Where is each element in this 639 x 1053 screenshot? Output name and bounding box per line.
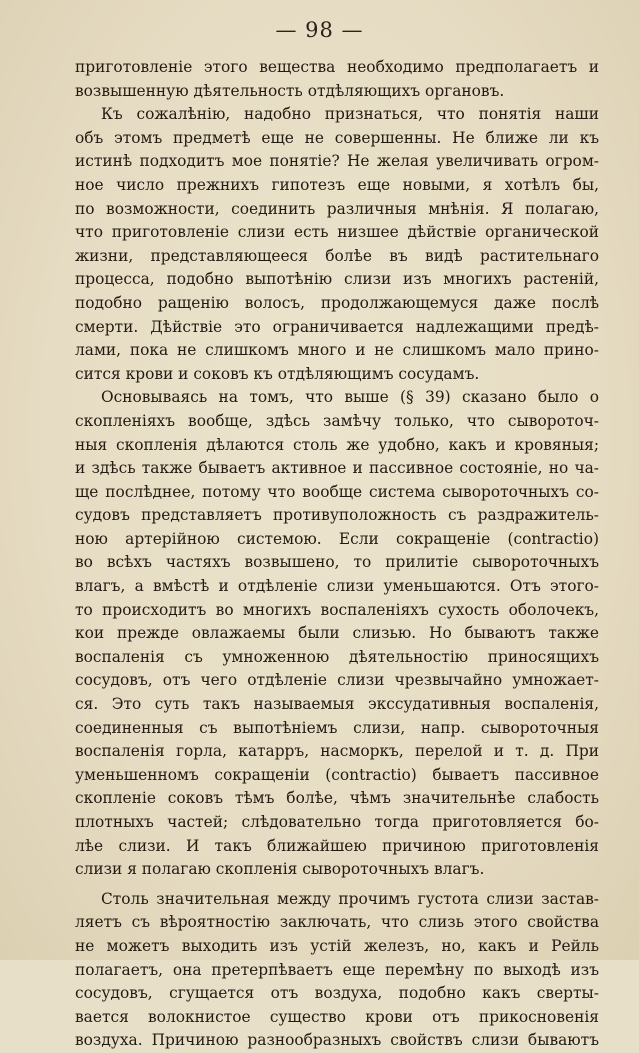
- text-line: смерти. Дѣйствіе это ограничивается надлежащими предѣ-: [75, 317, 599, 336]
- text-line: по возможности, соединить различныя мнѣнія. Я полагаю,: [75, 199, 599, 218]
- text-line: процесса, подобно выпотѣнію слизи изъ многихъ растеній,: [75, 270, 599, 289]
- text-line: уменьшенномъ сокращеніи (contractio) бываетъ пассивное: [75, 765, 599, 784]
- text-line: лами, пока не слишкомъ много и не слишкомъ мало прино-: [75, 341, 599, 360]
- text-line: во всѣхъ частяхъ возвышено, то прилитіе сывороточныхъ: [75, 553, 599, 572]
- text-line: полагаетъ, она претерпѣваетъ еще перемѣну по выходѣ изъ: [75, 960, 599, 979]
- text-line: Основываясь на томъ, что выше (§ 39) сказано было о: [101, 388, 599, 407]
- text-line: не можетъ выходить изъ устій железъ, но, какъ и Рейль: [75, 936, 599, 955]
- text-line: скопленіе соковъ тѣмъ болѣе, чѣмъ значительнѣе слабость: [75, 789, 599, 808]
- text-line: сосудовъ, отъ чего отдѣленіе слизи чрезвычайно умножает-: [75, 671, 599, 690]
- text-line: воспаленія горла, катарръ, насморкъ, перелой и т. д. При: [75, 742, 599, 761]
- text-line: воздуха. Причиною разнообразныхъ свойствъ слизи бываютъ: [75, 1031, 599, 1050]
- text-line: ною артерійною системою. Если сокращеніе (contractio): [75, 529, 599, 548]
- text-line: плотныхъ частей; слѣдовательно тогда приготовляется бо-: [75, 813, 599, 831]
- text-line: воспаленія съ умноженною дѣятельностію приносящихъ: [75, 647, 599, 666]
- text-line: скопленіяхъ вообще, здѣсь замѣчу только, что сывороточ-: [75, 411, 599, 430]
- text-line: Столь значительная между прочимъ густота слизи застав-: [101, 889, 599, 908]
- text-line: приготовленіе этого вещества необходимо предполагаетъ и: [75, 58, 599, 76]
- text-line: ное число прежнихъ гипотезъ еще новыми, я хотѣлъ бы,: [75, 175, 599, 194]
- text-line: ся. Это суть такъ называемыя экссудативныя воспаленія,: [75, 695, 599, 714]
- text-line: судовъ представляетъ противуположность съ раздражитель-: [75, 506, 599, 525]
- text-line: что приготовленіе слизи есть низшее дѣйствіе органической: [75, 223, 599, 242]
- text-line: Къ сожалѣнію, надобно признаться, что понятія наши: [101, 105, 599, 124]
- text-line: ныя скопленія дѣлаются столь же удобно, какъ и кровяныя;: [75, 435, 599, 454]
- text-line: возвышенную дѣятельность отдѣляющихъ органовъ.: [75, 81, 505, 100]
- text-line: ляетъ съ вѣроятностію заключать, что слизь этого свойства: [75, 913, 599, 932]
- text-line: лѣе слизи. И такъ ближайшею причиною приготовленія: [75, 836, 599, 855]
- text-line: сосудовъ, сгущается отъ воздуха, подобно какъ сверты-: [75, 984, 599, 1003]
- body-text: [75, 56, 599, 1053]
- text-line: соединенныя съ выпотѣніемъ слизи, напр. сывороточныя: [75, 718, 599, 737]
- text-line: подобно ращенію волосъ, продолжающемуся даже послѣ: [75, 293, 599, 312]
- text-line: и здѣсь также бываетъ активное и пассивное состояніе, но ча-: [75, 459, 599, 478]
- text-line: ще послѣднее, потому что вообще система сывороточныхъ со-: [75, 482, 599, 501]
- text-line: влагъ, а вмѣстѣ и отдѣленіе слизи уменьшаются. Отъ этого-: [75, 577, 599, 596]
- page-number: — 98 —: [275, 18, 364, 42]
- text-line: то происходитъ во многихъ воспаленіяхъ сухость оболочекъ,: [75, 600, 599, 619]
- text-line: кои прежде овлажаемы были слизью. Но бываютъ также: [75, 624, 599, 643]
- text-line: вается волокнистое существо крови отъ прикосновенія: [75, 1007, 599, 1026]
- text-line: объ этомъ предметѣ еще не совершенны. Не ближе ли къ: [75, 128, 599, 147]
- text-line: слизи я полагаю скопленія сывороточныхъ влагъ.: [75, 860, 485, 879]
- text-line: сится крови и соковъ къ отдѣляющимъ сосудамъ.: [75, 364, 480, 383]
- text-line: истинѣ подходитъ мое понятіе? Не желая увеличивать огром-: [75, 152, 599, 171]
- text-line: жизни, представляющееся болѣе въ видѣ растительнаго: [75, 246, 599, 265]
